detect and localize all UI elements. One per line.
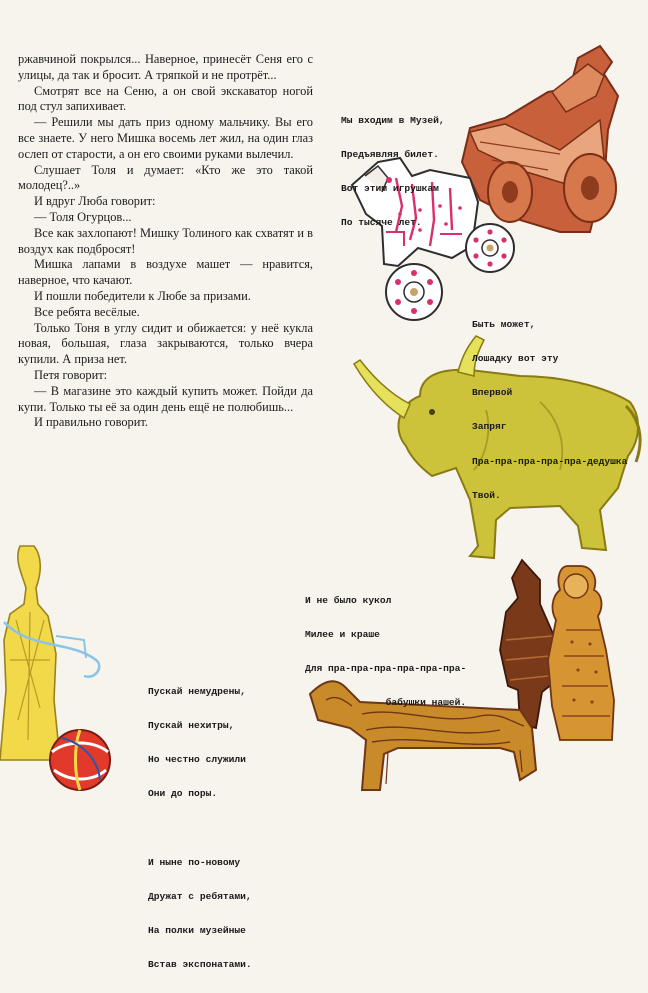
story-paragraph: Все ребята весёлые. xyxy=(34,304,140,319)
story-paragraph: Смотрят все на Сеню, а он свой экскаватор ногой под стул запихивает. xyxy=(18,83,313,114)
poem-line: Твой. xyxy=(472,489,501,501)
poem-dolls xyxy=(305,572,466,732)
poem-museum xyxy=(341,92,445,252)
straw-doll-icon xyxy=(0,546,99,760)
poem-line: И не было кукол xyxy=(305,594,392,606)
poem-line: Для пра-пра-пра-пра-пра-пра- xyxy=(305,663,467,675)
story-paragraph: ржавчиной покрылся... Наверное, принесёт Сеня его с улицы, да так и бросит. А тряпкой и не протрёт... xyxy=(18,52,313,82)
story-paragraph: Все как захлопают! Мишку Толиного как схватят и в воздух как подбросят! xyxy=(18,225,313,256)
story-paragraph: Только Тоня в углу сидит и обижается: у неё кукла новая, большая, глаза закрываются, только вчера купили. А приза нет. xyxy=(18,320,313,367)
poem-line: Но честно служили xyxy=(148,754,246,766)
story-paragraph: — В магазине это каждый купить может. Пойди да купи. Только ты её за один день ещё не полюбишь... xyxy=(18,383,313,414)
poem-toys xyxy=(148,663,252,993)
story-paragraph: — Толя Огурцов... xyxy=(34,209,132,224)
poem-line: Запряг xyxy=(472,421,507,433)
poem-line: Впервой xyxy=(472,387,513,399)
story-paragraph: Мишка лапами в воздухе машет — нравится, наверное, что качают. xyxy=(18,257,313,288)
poem-line: Дружат с ребятами, xyxy=(148,890,252,902)
poem-line: Пускай немудрены, xyxy=(148,685,246,697)
story-paragraph: Петя говорит: xyxy=(34,367,108,382)
poem-line: Лошадку вот эту xyxy=(472,353,559,365)
story-paragraph: И вдруг Люба говорит: xyxy=(34,194,156,209)
poem-line: Милее и краше xyxy=(305,629,380,641)
poem-line: Вот этим игрушкам xyxy=(341,183,439,195)
poem-line: Они до поры. xyxy=(148,788,218,800)
clay-cart-icon xyxy=(462,46,618,232)
poem-line: Мы входим в Музей, xyxy=(341,114,445,126)
story-paragraph: — Решили мы дать приз одному мальчику. Вы его все знаете. У него Мишка восемь лет жил, на один глаз ослеп от старости, а он его своими руками вылечил. xyxy=(18,115,313,161)
story-paragraph: Слушает Толя и думает: «Кто же это такой молодец?..» xyxy=(18,162,313,193)
poem-horse xyxy=(472,296,627,524)
poem-line: И ныне по-новому xyxy=(148,856,241,868)
stanza-gap xyxy=(148,823,252,834)
poem-line: Быть может, xyxy=(472,318,536,330)
poem-line: На полки музейные xyxy=(148,924,246,936)
poem-line: Пра-пра-пра-пра-пра-дедушка xyxy=(472,455,628,467)
story-paragraph: И пошли победители к Любе за призами. xyxy=(34,288,251,303)
poem-line: Встав экспонатами. xyxy=(148,959,252,971)
poem-line: По тысяче лет. xyxy=(341,217,422,229)
story-text xyxy=(18,52,313,431)
story-paragraph: И правильно говорит. xyxy=(34,415,148,430)
poem-line: бабушки нашей. xyxy=(385,697,467,709)
poem-line: Предъявляя билет. xyxy=(341,149,439,161)
poem-line: Пускай нехитры, xyxy=(148,720,235,732)
ball-icon xyxy=(50,730,110,790)
